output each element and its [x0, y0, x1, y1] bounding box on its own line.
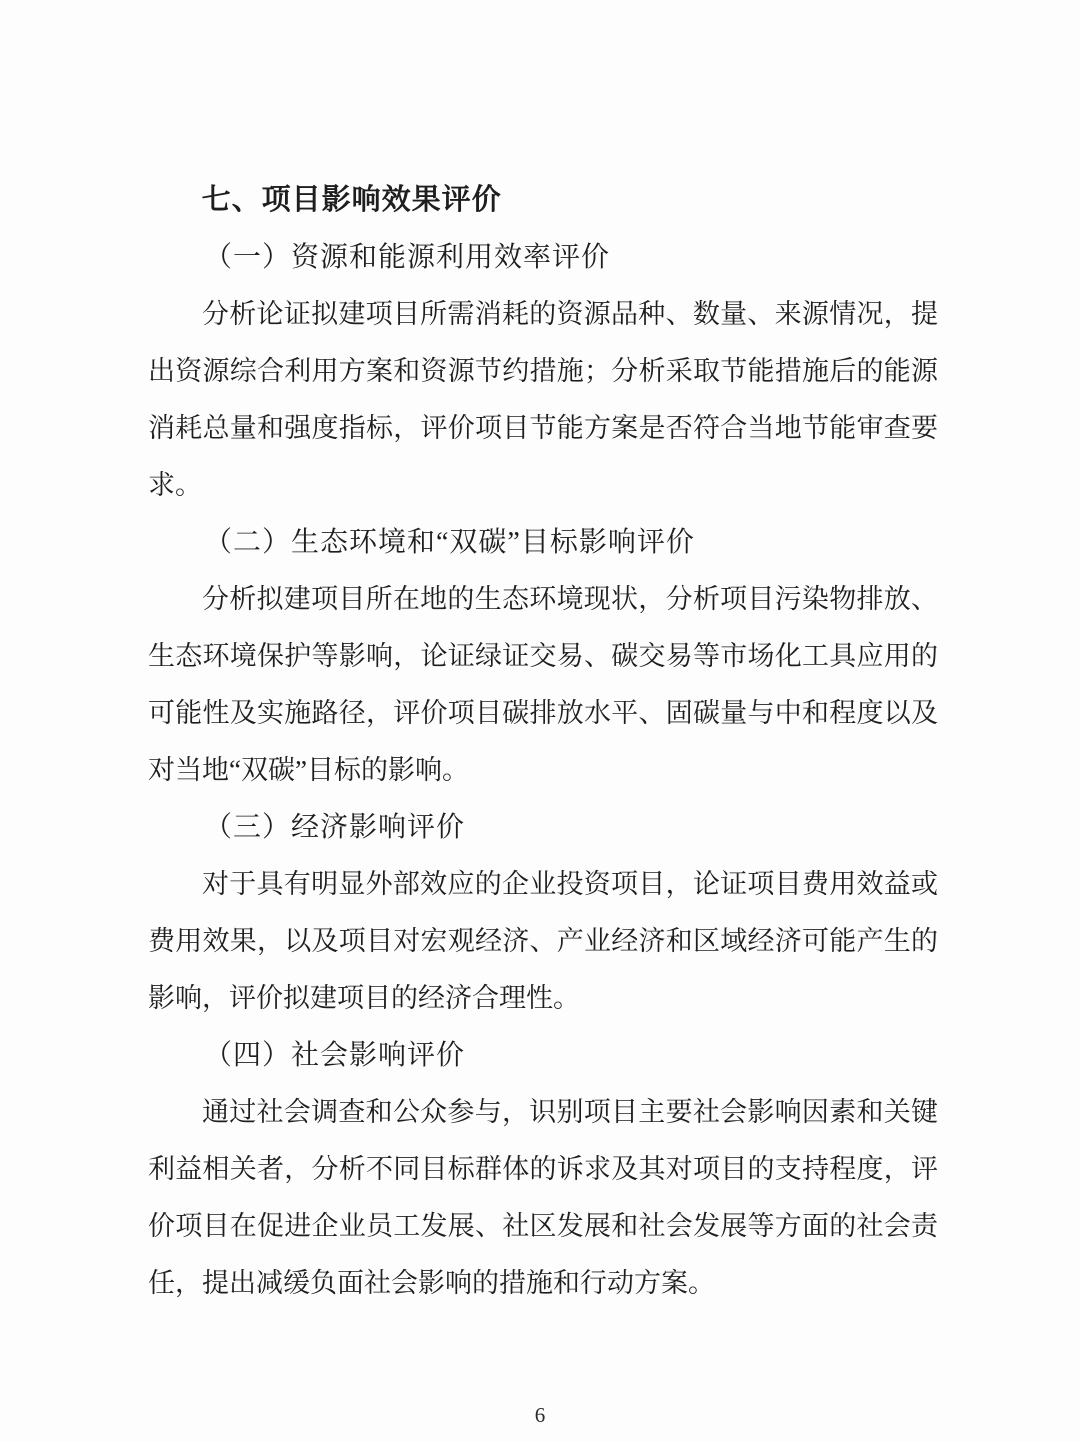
page-number: 6	[534, 1403, 546, 1427]
subheading-resource-energy: （一）资源和能源利用效率评价	[204, 242, 611, 273]
paragraph-economic-impact: 对于具有明显外部效应的企业投资项目，论证项目费用效益或费用效果，以及项目对宏观经济、产业经济和区域经济可能产生的影响，评价拟建项目的经济合理性。	[148, 869, 938, 1013]
subheading-social-impact: （四）社会影响评价	[204, 1040, 466, 1071]
document-content	[148, 172, 938, 1312]
subheading-eco-dual-carbon: （二）生态环境和“双碳”目标影响评价	[204, 527, 695, 558]
subheading-economic-impact: （三）经济影响评价	[204, 812, 466, 843]
paragraph-eco-dual-carbon: 分析拟建项目所在地的生态环境现状，分析项目污染物排放、生态环境保护等影响，论证绿证交易、碳交易等市场化工具应用的可能性及实施路径，评价项目碳排放水平、固碳量与中和程度以及对当地“双碳”目标的影响。	[148, 584, 938, 785]
paragraph-social-impact: 通过社会调查和公众参与，识别项目主要社会影响因素和关键利益相关者，分析不同目标群体的诉求及其对项目的支持程度，评价项目在促进企业员工发展、社区发展和社会发展等方面的社会责任，提出减缓负面社会影响的措施和行动方案。	[148, 1097, 938, 1298]
section-heading: 七、项目影响效果评价	[201, 184, 502, 216]
paragraph-resource-energy: 分析论证拟建项目所需消耗的资源品种、数量、来源情况，提出资源综合利用方案和资源节约措施；分析采取节能措施后的能源消耗总量和强度指标，评价项目节能方案是否符合当地节能审查要求。	[148, 299, 938, 500]
